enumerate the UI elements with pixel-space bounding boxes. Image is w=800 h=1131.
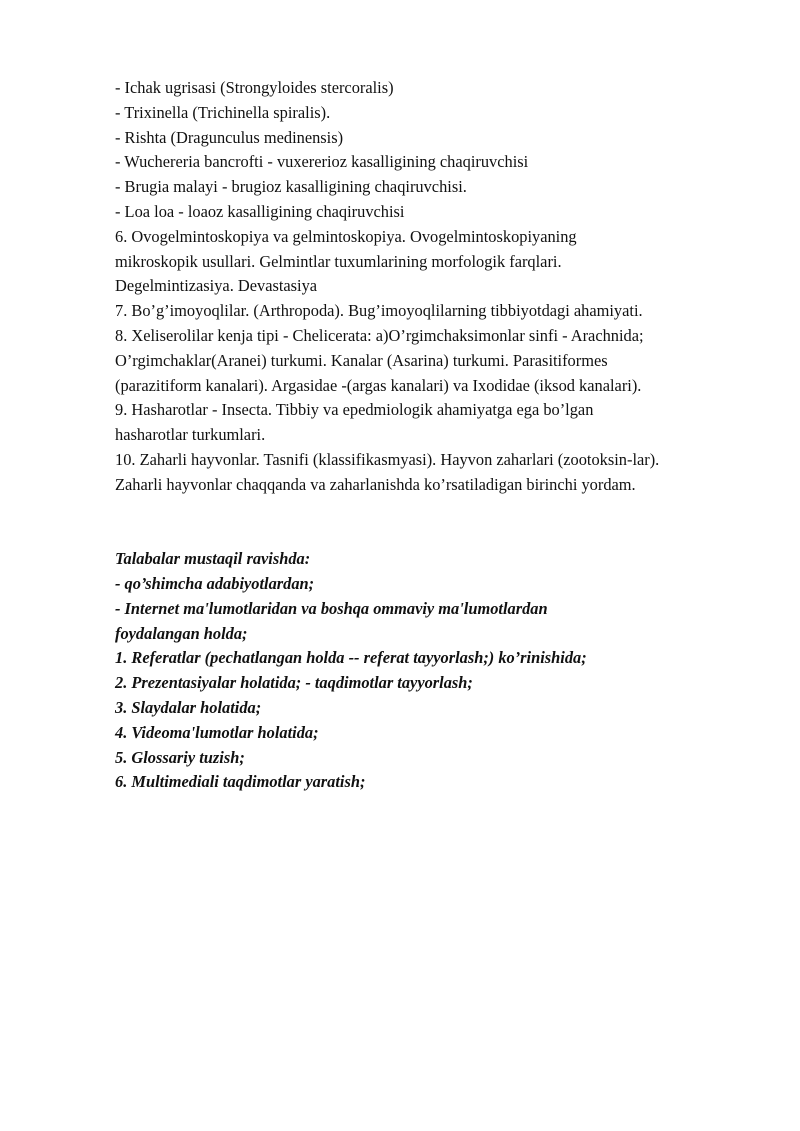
text-line: 8. Xeliserolilar kenja tipi - Chelicerata: a)O’rgimchaksimonlar sinfi - Arachnida; [115,325,644,345]
text-line: 1. Referatlar (pechatlangan holda -- referat tayyorlash;) ko’rinishida; [115,648,587,668]
text-line: - Brugia malayi - brugioz kasalligining chaqiruvchisi. [115,177,467,197]
text-line: mikroskopik usullari. Gelmintlar tuxumlarining morfologik farqlari. [115,251,562,271]
text-line: O’rgimchaklar(Aranei) turkumi. Kanalar (Asarina) turkumi. Parasitiformes [115,350,608,370]
page-content [115,76,755,795]
text-line: - Loa loa - loaoz kasalligining chaqiruvchisi [115,201,405,221]
text-line: - qo’shimcha adabiyotlardan; [115,573,315,593]
text-line: - Ichak ugrisasi (Strongyloides stercoralis) [115,78,394,97]
section-heading: Talabalar mustaqil ravishda: [115,549,311,569]
text-line: 6. Multimediali taqdimotlar yaratish; [115,772,366,792]
text-line: foydalangan holda; [115,623,248,643]
text-line: Degelmintizasiya. Devastasiya [115,276,318,296]
text-line: 5. Glossariy tuzish; [115,747,245,767]
text-line: - Wuchereria bancrofti - vuxererioz kasalligining chaqiruvchisi [115,152,529,172]
text-line: 6. Ovogelmintoskopiya va gelmintoskopiya. Ovogelmintoskopiyaning [115,226,577,246]
text-line: - Rishta (Dragunculus medinensis) [115,127,344,147]
topics-list [115,76,755,498]
text-line: hasharotlar turkumlari. [115,425,266,445]
text-line: - Internet ma'lumotlaridan va boshqa ommaviy ma'lumotlardan [115,598,548,618]
text-line: - Trixinella (Trichinella spiralis). [115,102,331,122]
text-line: 7. Bo’g’imoyoqlilar. (Arthropoda). Bug’imoyoqlilarning tibbiyotdagi ahamiyati. [115,301,643,321]
text-line: 2. Prezentasiyalar holatida; - taqdimotlar tayyorlash; [115,673,473,693]
text-line: (parazitiform kanalari). Argasidae -(argas kanalari) va Ixodidae (iksod kanalari). [115,375,642,395]
paragraph-gap [115,498,755,548]
text-line: 9. Hasharotlar - Insecta. Tibbiy va epedmiologik ahamiyatga ega bo’lgan [115,400,594,420]
independent-work-section [115,547,755,795]
text-line: 4. Videoma'lumotlar holatida; [115,722,319,742]
text-line: 3. Slaydalar holatida; [115,697,262,717]
text-line: 10. Zaharli hayvonlar. Tasnifi (klassifikasmyasi). Hayvon zaharlari (zootoksin-lar). [115,449,660,469]
text-line: Zaharli hayvonlar chaqqanda va zaharlanishda ko’rsatiladigan birinchi yordam. [115,474,636,494]
